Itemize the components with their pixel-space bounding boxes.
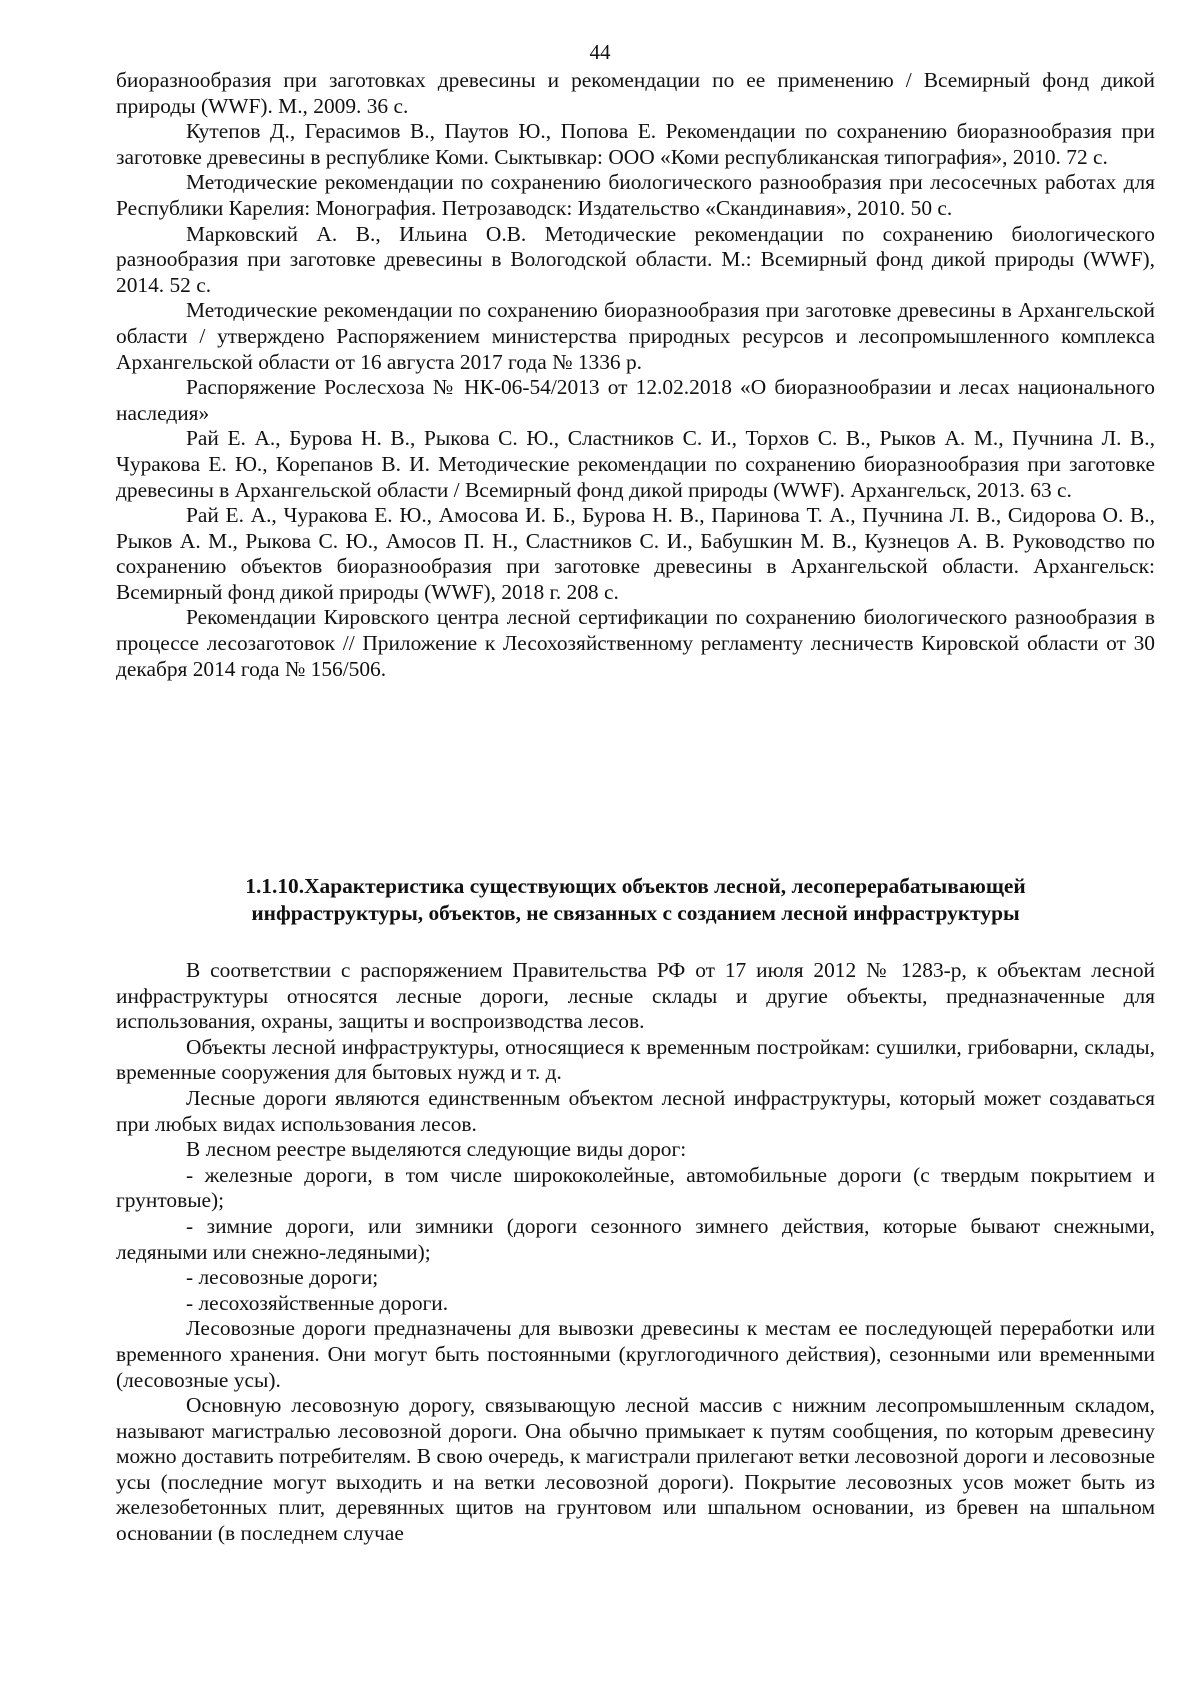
reference-item: Распоряжение Рослесхоза № НК-06-54/2013 от 12.02.2018 «О биоразнообразии и лесах национального наследия» [116,375,1155,425]
reference-item: Методические рекомендации по сохранению биологического разнообразия при лесосечных работах для Республики Карелия: Монография. Петрозаводск: Издательство «Скандинавия», 2010. 50 с. [116,170,1155,220]
list-item: - лесохозяйственные дороги. [186,1290,449,1315]
reference-continuation: биоразнообразия при заготовках древесины и рекомендации по ее применению / Всемирный фонд дикой природы (WWF). М., 2009. 36 с. [116,68,1155,118]
list-item: - зимние дороги, или зимники (дороги сезонного зимнего действия, которые бывают снежными, ледяными или снежно-ледяными); [116,1213,1155,1264]
body-paragraph: Лесовозные дороги предназначены для вывозки древесины к местам ее последующей переработки или временного хранения. Они могут быть постоянными (круглогодичного действия), сезонными или временными (лесовозные усы). [116,1316,1155,1392]
list-item: - железные дороги, в том числе ширококолейные, автомобильные дороги (с твердым покрытием и грунтовые); [116,1162,1155,1213]
section-heading-line: 1.1.10.Характеристика существующих объектов лесной, лесоперерабатывающей [245,874,1026,898]
reference-item: Кутепов Д., Герасимов В., Паутов Ю., Попова Е. Рекомендации по сохранению биоразнообразия при заготовке древесины в республике Коми. Сыктывкар: ООО «Коми республиканская типография», 2010. 72 с. [116,119,1155,169]
body-paragraph: Лесные дороги являются единственным объектом лесной инфраструктуры, который может создаваться при любых видах использования лесов. [116,1085,1155,1136]
section-heading-line: инфраструктуры, объектов, не связанных с созданием лесной инфраструктуры [251,901,1020,925]
reference-item: Рекомендации Кировского центра лесной сертификации по сохранению биологического разнообразия в процессе лесозаготовок // Приложение к Лесохозяйственному регламенту лесничеств Кировской области от 30 декабря 2014 года № 156/506. [116,605,1155,681]
reference-item: Марковский А. В., Ильина О.В. Методические рекомендации по сохранению биологического разнообразия при заготовке древесины в Вологодской области. М.: Всемирный фонд дикой природы (WWF), 2014. 52 с. [116,221,1155,297]
section-heading [116,873,1155,927]
section-body [116,958,1155,1547]
reference-list [116,68,1155,682]
body-paragraph: В лесном реестре выделяются следующие виды дорог: [186,1137,687,1162]
body-paragraph: Основную лесовозную дорогу, связывающую лесной массив с нижним лесопромышленным складом, называют магистралью лесовозной дороги. Она обычно примыкает к путям сообщения, по которым древесину можно доставить потребителям. В свою очередь, к магистрали прилегают ветки лесовозной дороги и лесовозные усы (последние могут выходить и на ветки лесовозной дороги). Покрытие лесовозных усов может быть из железобетонных плит, деревянных щитов на грунтовом или шпальном основании, из бревен на шпальном основании (в последнем случае [116,1393,1155,1546]
list-item: - лесовозные дороги; [186,1265,379,1290]
page-number: 44 [589,40,611,64]
body-paragraph: В соответствии с распоряжением Правительства РФ от 17 июля 2012 № 1283-р, к объектам лесной инфраструктуры относятся лесные дороги, лесные склады и другие объекты, предназначенные для использования, охраны, защиты и воспроизводства лесов. [116,958,1155,1034]
reference-item: Рай Е. А., Бурова Н. В., Рыкова С. Ю., Сластников С. И., Торхов С. В., Рыков А. М., Пучнина Л. В., Чуракова Е. Ю., Корепанов В. И. Методические рекомендации по сохранению биоразнообразия при заготовке древесины в Архангельской области / Всемирный фонд дикой природы (WWF). Архангельск, 2013. 63 с. [116,426,1155,502]
reference-item: Методические рекомендации по сохранению биоразнообразия при заготовке древесины в Архангельской области / утверждено Распоряжением министерства природных ресурсов и лесопромышленного комплекса Архангельской области от 16 августа 2017 года № 1336 р. [116,298,1155,374]
body-paragraph: Объекты лесной инфраструктуры, относящиеся к временным постройкам: сушилки, грибоварни, склады, временные сооружения для бытовых нужд и т. д. [116,1034,1155,1085]
reference-item: Рай Е. А., Чуракова Е. Ю., Амосова И. Б., Бурова Н. В., Паринова Т. А., Пучнина Л. В., Сидорова О. В., Рыков А. М., Рыкова С. Ю., Амосов П. Н., Сластников С. И., Бабушкин М. В., Кузнецов А. В. Руководство по сохранению объектов биоразнообразия при заготовке древесины в Архангельской области. Архангельск: Всемирный фонд дикой природы (WWF), 2018 г. 208 с. [116,503,1155,604]
